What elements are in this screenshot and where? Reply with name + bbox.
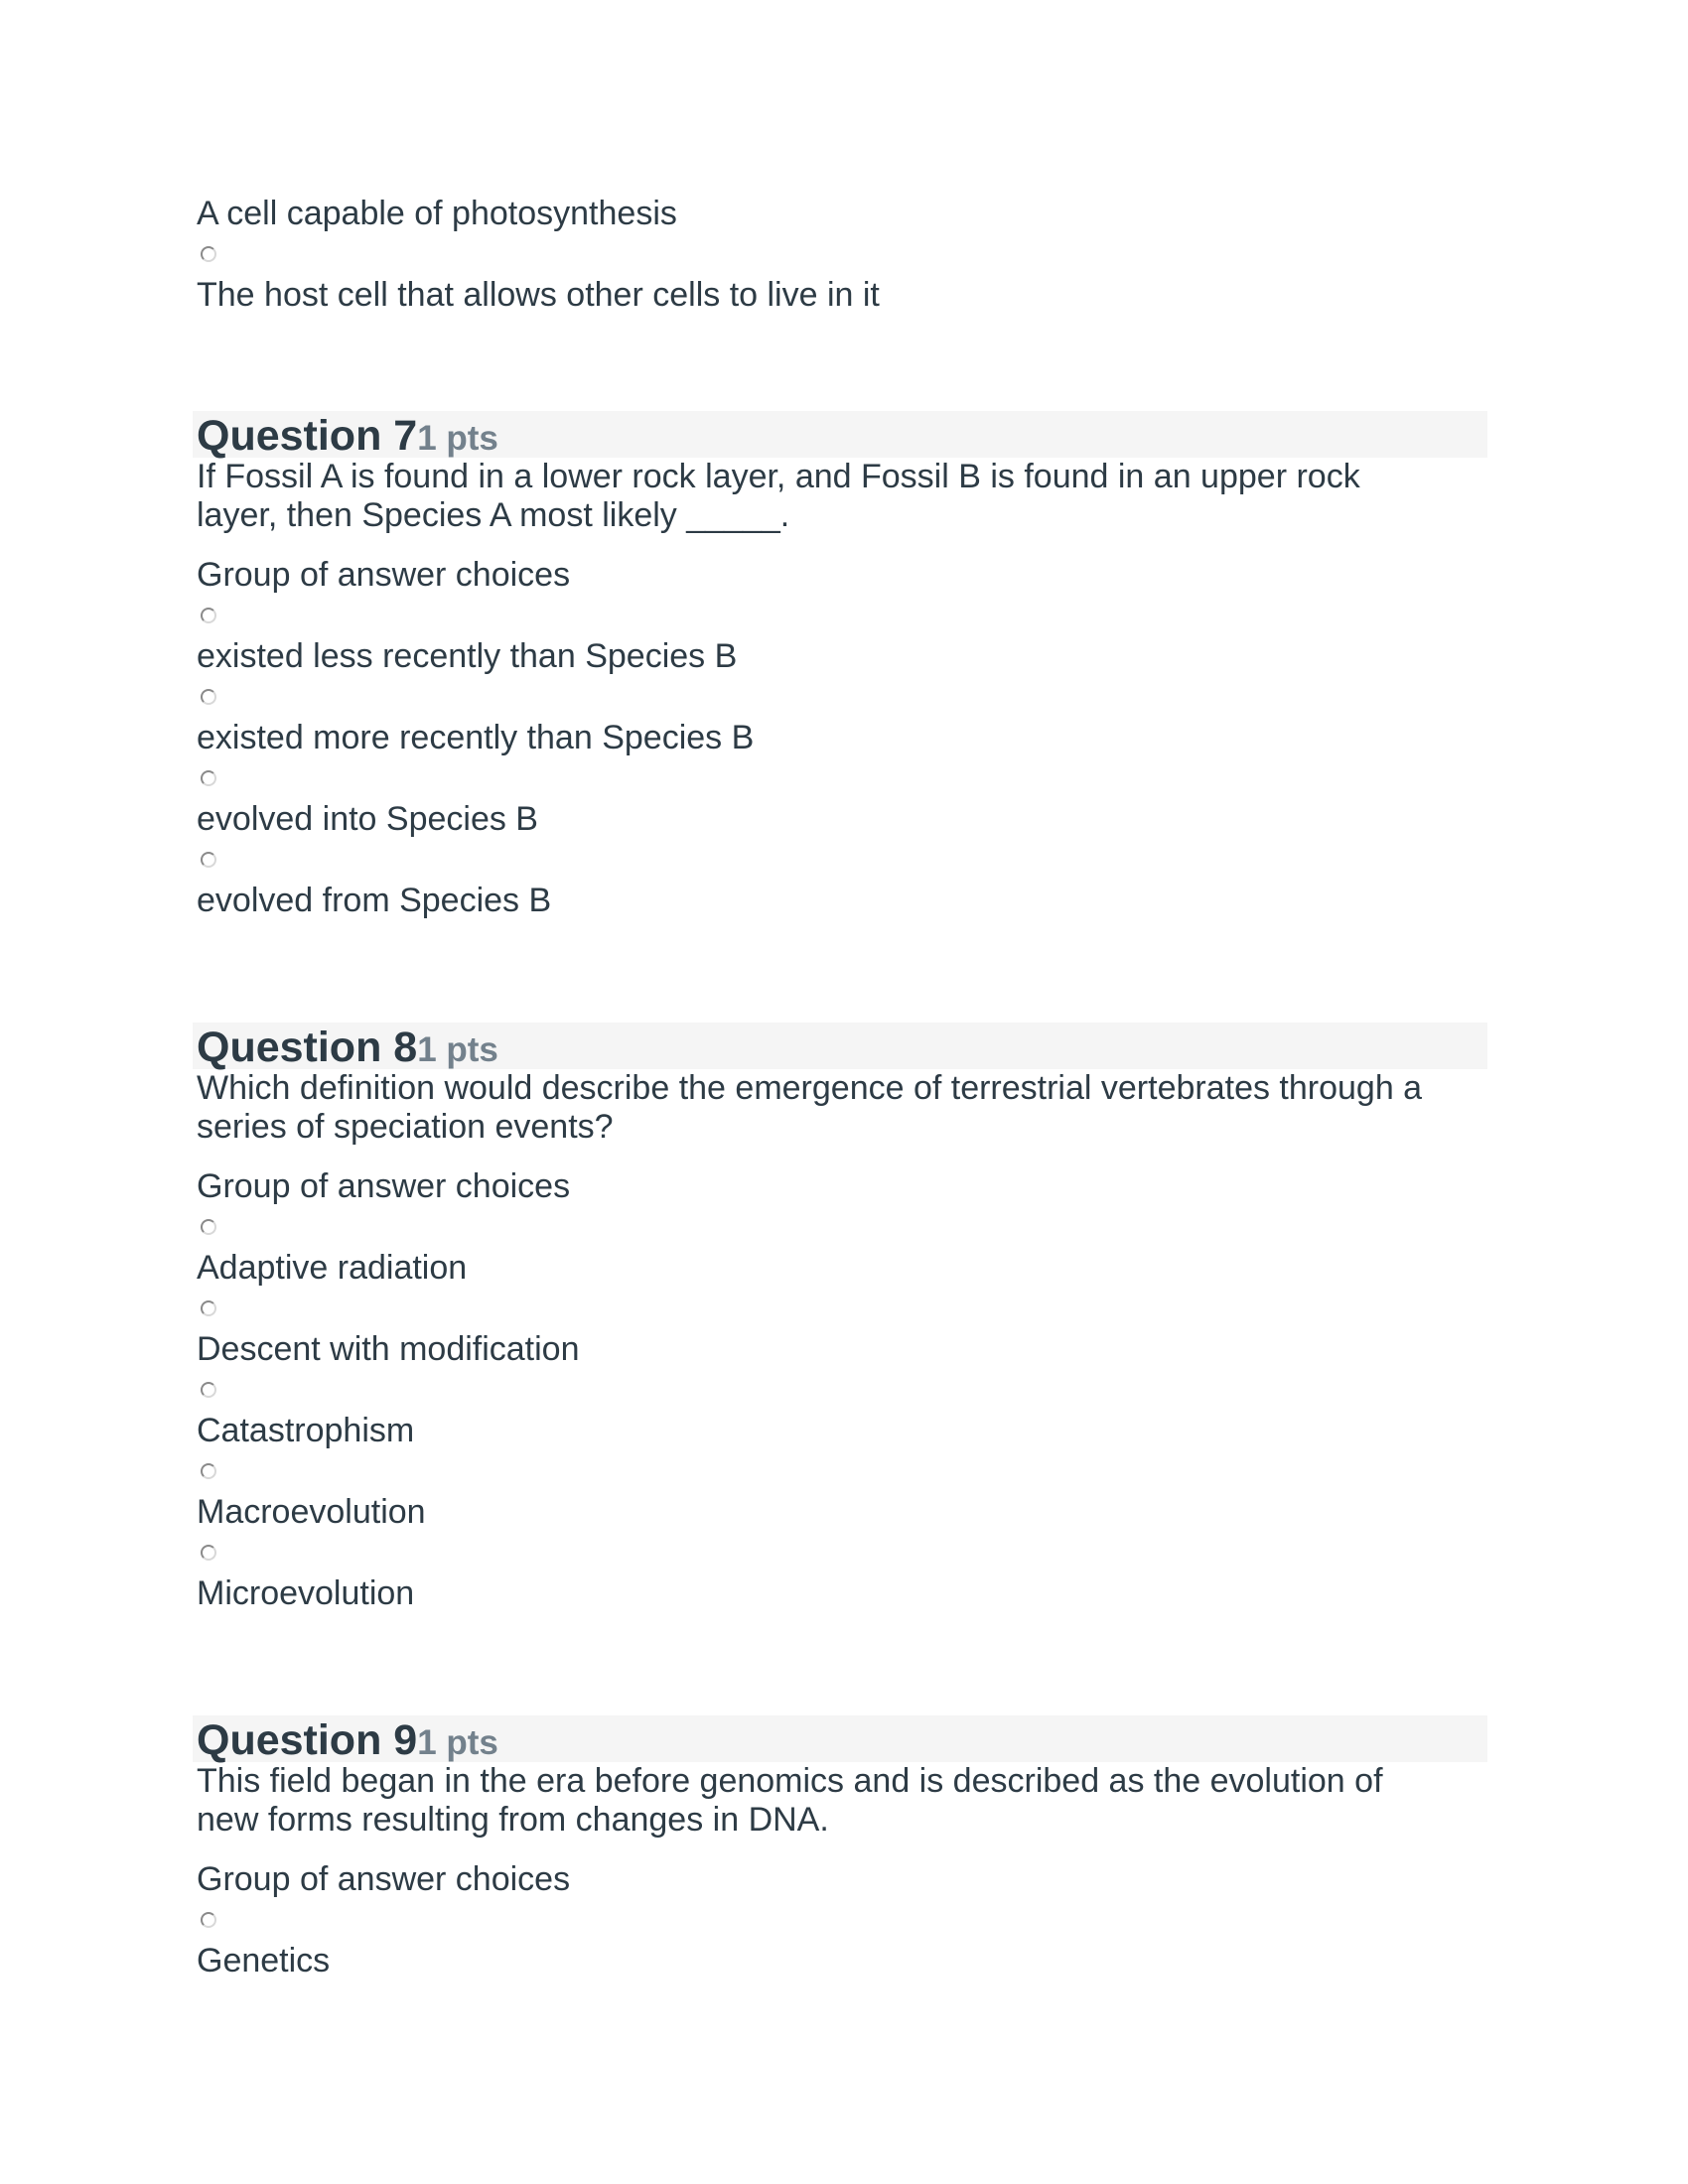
question-header: [193, 1023, 1487, 1069]
question-title: [197, 411, 498, 464]
answer-text[interactable]: existed less recently than Species B: [197, 637, 738, 675]
answer-text[interactable]: Adaptive radiation: [197, 1249, 468, 1287]
answer-option[interactable]: [197, 676, 1487, 718]
answer-option[interactable]: [197, 1206, 1487, 1248]
answer-option[interactable]: [197, 1288, 1487, 1329]
answer-option[interactable]: [197, 233, 1487, 275]
answer-text[interactable]: Macroevolution: [197, 1493, 426, 1531]
radio-button[interactable]: [201, 1219, 216, 1235]
radio-button[interactable]: [201, 1300, 216, 1316]
answer-text[interactable]: Genetics: [197, 1942, 331, 1979]
group-label: Group of answer choices: [197, 1860, 571, 1898]
question-points: 1 pts: [417, 1030, 498, 1069]
question-text: This field began in the era before genomics and is described as the evolution of new forms resulting from changes in DNA.: [197, 1762, 1383, 1839]
question-number: Question 7: [197, 412, 418, 460]
answer-option[interactable]: [197, 1532, 1487, 1573]
question-number: Question 8: [197, 1024, 418, 1071]
radio-button[interactable]: [201, 1912, 216, 1928]
radio-button[interactable]: [201, 852, 216, 868]
answer-text[interactable]: Descent with modification: [197, 1330, 580, 1368]
question-title: [197, 1715, 498, 1768]
question-title: [197, 1023, 498, 1075]
question-text: Which definition would describe the emergence of terrestrial vertebrates through a series of speciation events?: [197, 1069, 1423, 1146]
answer-text[interactable]: existed more recently than Species B: [197, 719, 755, 756]
radio-button[interactable]: [201, 770, 216, 786]
answer-text[interactable]: evolved from Species B: [197, 882, 552, 919]
answer-text[interactable]: Microevolution: [197, 1574, 415, 1612]
group-label: Group of answer choices: [197, 556, 571, 594]
question-points: 1 pts: [417, 1723, 498, 1762]
question-header: [193, 411, 1487, 458]
spacer: [197, 315, 1487, 411]
answer-option[interactable]: [197, 1899, 1487, 1941]
question-number: Question 9: [197, 1716, 418, 1764]
spacer: [197, 1613, 1487, 1715]
question-text: If Fossil A is found in a lower rock layer, and Fossil B is found in an upper rock layer, then Species A most likely _____.: [197, 458, 1360, 534]
answer-option[interactable]: [197, 595, 1487, 636]
radio-button[interactable]: [201, 689, 216, 705]
answer-option[interactable]: [197, 839, 1487, 881]
quiz-page: [197, 194, 1487, 1980]
spacer: [197, 920, 1487, 1023]
radio-button[interactable]: [201, 1545, 216, 1561]
answer-text: A cell capable of photosynthesis: [197, 195, 677, 232]
radio-button[interactable]: [201, 1463, 216, 1479]
answer-text[interactable]: Catastrophism: [197, 1412, 415, 1449]
answer-text: The host cell that allows other cells to live in it: [197, 276, 880, 314]
question-points: 1 pts: [417, 419, 498, 458]
answer-option[interactable]: [197, 757, 1487, 799]
radio-button[interactable]: [201, 1382, 216, 1398]
group-label: Group of answer choices: [197, 1167, 571, 1205]
radio-button[interactable]: [201, 608, 216, 623]
answer-option[interactable]: [197, 1450, 1487, 1492]
radio-button[interactable]: [201, 246, 216, 262]
question-header: [193, 1715, 1487, 1762]
answer-text[interactable]: evolved into Species B: [197, 800, 538, 838]
answer-option[interactable]: [197, 1369, 1487, 1411]
